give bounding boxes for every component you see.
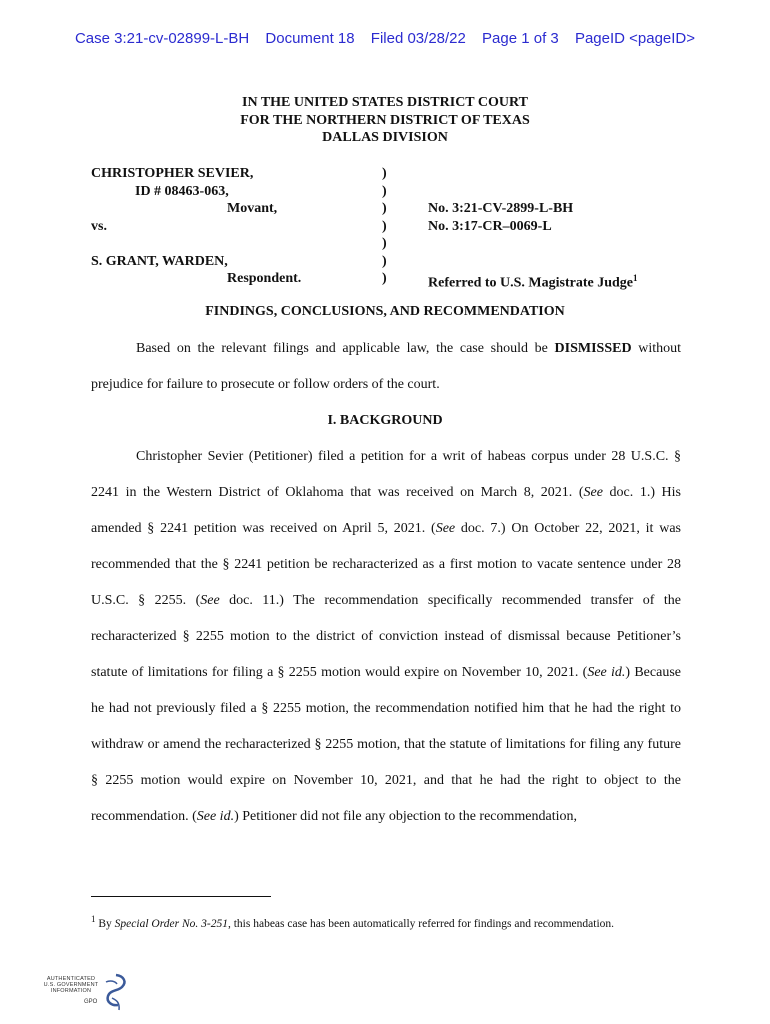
citation-signal: See	[583, 485, 603, 500]
gpo-text-line-1: AUTHENTICATED	[46, 976, 96, 982]
citation-signal: See id.	[587, 665, 626, 680]
paren: )	[382, 166, 387, 181]
paren: )	[382, 183, 387, 199]
bg-text-5: ) Because he had not previously filed a § 2255 motion, the recommendation notified him that he had the right to withdraw or amend the recharacterized § 2255 motion, that the statute of limitations for filing any future § 2255 motion would expire on November 10, 2021, and that he had the right to object to the recommendation. (	[91, 665, 681, 824]
blank-line	[91, 235, 371, 253]
footnote-special-order: Special Order No. 3-251	[114, 917, 228, 930]
footnote-text-after: , this habeas case has been automatically referred for findings and recommendation.	[227, 917, 615, 930]
footnote-separator	[91, 896, 271, 897]
caption-case-numbers	[428, 165, 728, 291]
background-paragraph	[91, 439, 681, 835]
movant-id: ID # 08463-063,	[135, 183, 229, 199]
intro-text-after: without prejudice for failure to prosecute or follow orders of the court.	[91, 341, 682, 392]
gpo-seal-text	[40, 976, 102, 995]
versus: vs.	[91, 218, 107, 234]
gpo-authentication-seal	[40, 972, 140, 1016]
document-title: FINDINGS, CONCLUSIONS, AND RECOMMENDATION	[205, 304, 565, 319]
header-filed-date: Filed 03/28/22	[370, 30, 466, 47]
movant-role: Movant,	[227, 201, 278, 216]
respondent-role: Respondent.	[227, 271, 302, 286]
case-caption	[91, 165, 711, 290]
referral-text: Referred to U.S. Magistrate Judge	[428, 275, 634, 291]
footnote-reference[interactable]: 1	[633, 273, 638, 283]
header-pageid: PageID <pageID>	[574, 30, 696, 47]
bg-text-2: doc. 1.) His amended § 2241 petition was received on April 5, 2021. (	[91, 485, 682, 536]
intro-paragraph	[91, 331, 681, 403]
referral-note	[428, 270, 728, 291]
footnote-mark: 1	[91, 914, 96, 924]
header-page: Page 1 of 3	[482, 30, 559, 47]
blank-line	[428, 165, 728, 183]
court-line-1: IN THE UNITED STATES DISTRICT COURT	[242, 95, 528, 110]
gpo-label: GPO	[84, 999, 98, 1005]
paren: )	[382, 271, 387, 286]
gpo-text-line-3: INFORMATION	[50, 988, 92, 995]
filing-header	[0, 30, 770, 47]
case-number-criminal: No. 3:17-CR–0069-L	[428, 218, 552, 234]
paren: )	[382, 201, 387, 216]
citation-signal: See	[435, 521, 456, 536]
bg-text-4: doc. 11.) The recommendation specifically recommended transfer of the recharacterized § 2255 motion to the district of conviction instead of dismissal because Petitioner’s statute of limitations for filing a § 2255 motion would expire on November 10, 2021. (	[91, 593, 681, 680]
blank-line	[428, 253, 728, 271]
caption-parentheses	[382, 165, 394, 288]
paren: )	[382, 236, 387, 251]
section-heading-background: I. BACKGROUND	[327, 413, 443, 428]
eagle-icon	[98, 972, 128, 1014]
footnote-text-before: By	[95, 917, 115, 930]
paren: )	[382, 253, 387, 269]
header-document: Document 18	[265, 30, 355, 47]
court-line-2: FOR THE NORTHERN DISTRICT OF TEXAS	[240, 112, 530, 128]
paren: )	[382, 218, 387, 234]
gpo-text-line-2: U.S. GOVERNMENT	[43, 982, 99, 989]
bg-text-6: ) Petitioner did not file any objection to the recommendation,	[234, 809, 577, 824]
intro-text-before: Based on the relevant filings and applicable law, the case should be	[136, 341, 555, 356]
bg-text-1: Christopher Sevier (Petitioner) filed a petition for a writ of habeas corpus under 28 U.S.C. § 2241 in the Western District of Oklahoma that was received on March 8, 2021. (	[91, 449, 681, 500]
court-line-3: DALLAS DIVISION	[322, 130, 448, 145]
movant-name: CHRISTOPHER SEVIER,	[91, 166, 254, 181]
court-heading	[0, 94, 770, 147]
citation-signal: See	[200, 593, 220, 608]
header-case-number: Case 3:21-cv-02899-L-BH	[74, 30, 250, 47]
blank-line	[428, 235, 728, 253]
blank-line	[428, 183, 728, 201]
footnote	[91, 914, 691, 930]
caption-parties	[91, 165, 371, 288]
bg-text-3: doc. 7.) On October 22, 2021, it was recommended that the § 2241 petition be recharacterized as a first motion to vacate sentence under 28 U.S.C. § 2255. (	[91, 521, 681, 608]
respondent-name: S. GRANT, WARDEN,	[91, 253, 228, 269]
case-number-civil: No. 3:21-CV-2899-L-BH	[428, 201, 574, 216]
citation-signal: See id.	[196, 809, 235, 824]
dismissed-emphasis: DISMISSED	[554, 341, 632, 356]
